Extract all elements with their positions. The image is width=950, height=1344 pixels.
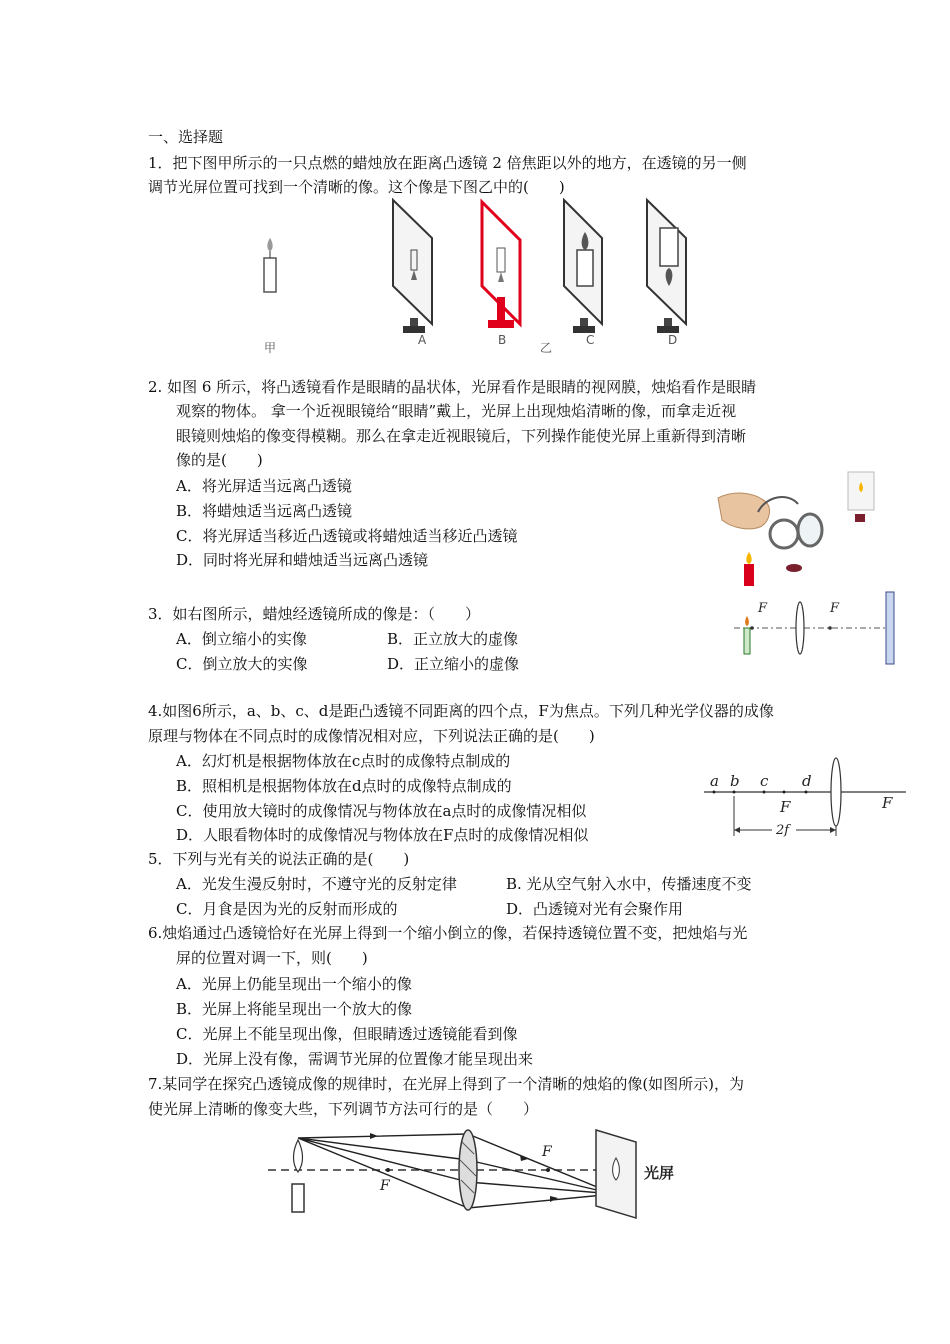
q4-label-2f: 2f bbox=[776, 823, 790, 838]
q4-label-c: c bbox=[760, 772, 769, 790]
q1-screen-c bbox=[564, 200, 602, 333]
q4-label-b: b bbox=[730, 772, 740, 790]
q3-stem: 3．如右图所示，蜡烛经透镜所成的像是：（ ） bbox=[148, 605, 481, 623]
q5-option-d: D．凸透镜对光有会聚作用 bbox=[506, 900, 684, 918]
q3-option-c: C．倒立放大的实像 bbox=[176, 655, 308, 673]
q3-option-a: A．倒立缩小的实像 bbox=[176, 630, 307, 648]
q3-figure bbox=[730, 588, 898, 668]
q4-stem-line1: 4.如图6所示，a、b、c、d是距凸透镜不同距离的四个点，F为焦点。下列几种光学仪器的成像 bbox=[148, 702, 774, 720]
q1-figure bbox=[250, 198, 710, 360]
q2-stem-line2: 观察的物体。 拿一个近视眼镜给“眼睛”戴上，光屏上出现烛焰清晰的像，而拿走近视 bbox=[176, 402, 737, 420]
q3-option-d: D．正立缩小的虚像 bbox=[387, 655, 520, 673]
q1-screen-a bbox=[393, 200, 432, 333]
q4-option-b: B．照相机是根据物体放在d点时的成像特点制成的 bbox=[176, 777, 512, 795]
q4-option-c: C．使用放大镜时的成像情况与物体放在a点时的成像情况相似 bbox=[176, 802, 587, 820]
q4-label-d: d bbox=[802, 772, 812, 790]
q4-label-f1: F bbox=[780, 798, 791, 816]
q2-stem-line3: 眼镜则烛焰的像变得模糊。那么在拿走近视眼镜后，下列操作能使光屏上重新得到清晰 bbox=[176, 427, 747, 445]
section-title: 一、选择题 bbox=[148, 128, 224, 146]
q6-option-b: B．光屏上将能呈现出一个放大的像 bbox=[176, 1000, 413, 1018]
q4-option-a: A．幻灯机是根据物体放在c点时的成像特点制成的 bbox=[176, 752, 511, 770]
q5-option-a: A．光发生漫反射时，不遵守光的反射定律 bbox=[176, 875, 457, 893]
q1-candle-jia bbox=[264, 238, 276, 292]
q2-option-c: C．将光屏适当移近凸透镜或将蜡烛适当移近凸透镜 bbox=[176, 527, 518, 545]
q6-option-d: D．光屏上没有像，需调节光屏的位置像才能呈现出来 bbox=[176, 1050, 534, 1068]
q7-label-f1: F bbox=[380, 1178, 390, 1194]
q2-option-b: B．将蜡烛适当远离凸透镜 bbox=[176, 502, 353, 520]
hand-image bbox=[718, 493, 769, 529]
q2-option-d: D．同时将光屏和蜡烛适当远离凸透镜 bbox=[176, 551, 429, 569]
q6-option-c: C．光屏上不能呈现出像，但眼睛透过透镜能看到像 bbox=[176, 1025, 518, 1043]
q7-stem-line1: 7.某同学在探究凸透镜成像的规律时，在光屏上得到了一个清晰的烛焰的像(如图所示)，为 bbox=[148, 1075, 745, 1093]
q1-stem-line1: 1．把下图甲所示的一只点燃的蜡烛放在距离凸透镜 2 倍焦距以外的地方，在透镜的另一侧 bbox=[148, 154, 747, 172]
q5-option-b: B. 光从空气射入水中，传播速度不变 bbox=[506, 875, 752, 893]
q5-option-c: C．月食是因为光的反射而形成的 bbox=[176, 900, 398, 918]
q3-option-b: B．正立放大的虚像 bbox=[387, 630, 519, 648]
q6-stem-line1: 6.烛焰通过凸透镜恰好在光屏上得到一个缩小倒立的像，若保持透镜位置不变，把烛焰与光 bbox=[148, 924, 748, 942]
q1-label-yi: 乙 bbox=[540, 341, 553, 355]
q4-label-a: a bbox=[710, 772, 719, 790]
q6-stem-line2: 屏的位置对调一下，则( ) bbox=[176, 949, 368, 967]
q2-stem-line4: 像的是( ) bbox=[176, 451, 263, 469]
q1-screen-d bbox=[647, 200, 686, 333]
q4-stem-line2: 原理与物体在不同点时的成像情况相对应，下列说法正确的是( ) bbox=[148, 727, 595, 745]
q2-figure bbox=[714, 468, 898, 588]
q7-stem-line2: 使光屏上清晰的像变大些，下列调节方法可行的是（ ） bbox=[148, 1100, 539, 1118]
q1-label-b: B bbox=[498, 333, 507, 347]
q5-stem: 5．下列与光有关的说法正确的是( ) bbox=[148, 850, 410, 868]
q1-screen-b bbox=[482, 202, 520, 328]
q6-option-a: A．光屏上仍能呈现出一个缩小的像 bbox=[176, 975, 412, 993]
q1-stem-line2: 调节光屏位置可找到一个清晰的像。这个像是下图乙中的( ) bbox=[148, 178, 565, 196]
q1-label-jia: 甲 bbox=[264, 341, 277, 355]
q1-label-a: A bbox=[418, 333, 427, 347]
q4-option-d: D．人眼看物体时的成像情况与物体放在F点时的成像情况相似 bbox=[176, 826, 589, 844]
q3-label-f2: F bbox=[830, 601, 840, 616]
q2-stem-line1: 2. 如图 6 所示，将凸透镜看作是眼睛的晶状体，光屏看作是眼睛的视网膜，烛焰看作是眼睛 bbox=[148, 378, 757, 396]
q7-figure bbox=[268, 1120, 688, 1220]
q2-option-a: A．将光屏适当远离凸透镜 bbox=[176, 477, 352, 495]
q1-label-d: D bbox=[668, 333, 678, 347]
q7-label-f2: F bbox=[542, 1144, 552, 1160]
q3-label-f1: F bbox=[758, 601, 768, 616]
q1-label-c: C bbox=[586, 333, 595, 347]
q4-label-f2: F bbox=[882, 794, 893, 812]
q4-figure bbox=[700, 754, 910, 840]
q7-label-screen: 光屏 bbox=[644, 1164, 675, 1182]
